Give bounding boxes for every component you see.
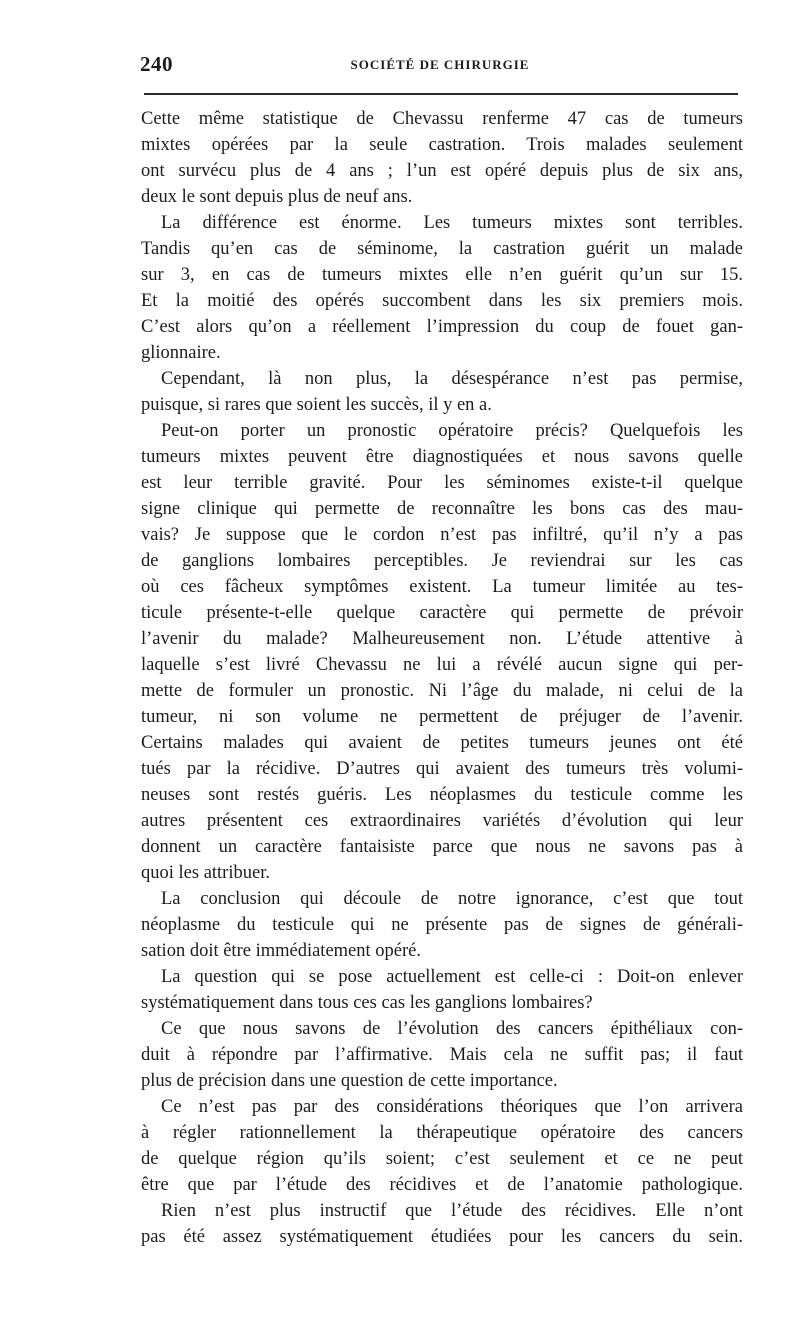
text-line: autres présentent ces extraordinaires variétés d’évolution qui leur	[141, 811, 743, 831]
text-line: mette de formuler un pronostic. Ni l’âge du malade, ni celui de la	[141, 681, 743, 701]
text-line: vais? Je suppose que le cordon n’est pas infiltré, qu’il n’y a pas	[141, 525, 743, 545]
text-line: pas été assez systématiquement étudiées pour les cancers du sein.	[141, 1227, 743, 1247]
text-line: être que par l’étude des récidives et de l’anatomie pathologique.	[141, 1175, 743, 1195]
text-line: systématiquement dans tous ces cas les ganglions lombaires?	[141, 993, 593, 1013]
text-line: Ce n’est pas par des considérations théoriques que l’on arrivera	[161, 1097, 743, 1117]
text-line: La différence est énorme. Les tumeurs mixtes sont terribles.	[161, 213, 743, 233]
text-line: ont survécu plus de 4 ans ; l’un est opéré depuis plus de six ans,	[141, 161, 743, 181]
text-line: Peut-on porter un pronostic opératoire précis? Quelquefois les	[161, 421, 743, 441]
text-line: Cette même statistique de Chevassu renferme 47 cas de tumeurs	[141, 109, 743, 129]
text-line: laquelle s’est livré Chevassu ne lui a révélé aucun signe qui per-	[141, 655, 743, 675]
text-line: l’avenir du malade? Malheureusement non. L’étude attentive à	[141, 629, 743, 649]
page-number: 240	[140, 52, 173, 76]
text-line: signe clinique qui permette de reconnaître les bons cas des mau-	[141, 499, 743, 519]
header-rule	[144, 93, 738, 95]
text-line: de ganglions lombaires perceptibles. Je reviendrai sur les cas	[141, 551, 743, 571]
text-line: Certains malades qui avaient de petites tumeurs jeunes ont été	[141, 733, 743, 753]
text-line: donnent un caractère fantaisiste parce que nous ne savons pas à	[141, 837, 743, 857]
text-line: Et la moitié des opérés succombent dans les six premiers mois.	[141, 291, 743, 311]
text-line: sation doit être immédiatement opéré.	[141, 941, 421, 961]
page-header	[140, 52, 740, 82]
text-line: plus de précision dans une question de cette importance.	[141, 1071, 558, 1091]
text-line: deux le sont depuis plus de neuf ans.	[141, 187, 413, 207]
text-line: Cependant, là non plus, la désespérance n’est pas permise,	[161, 369, 743, 389]
text-line: mixtes opérées par la seule castration. Trois malades seulement	[141, 135, 743, 155]
running-head: SOCIÉTÉ DE CHIRURGIE	[350, 57, 530, 72]
text-line: tués par la récidive. D’autres qui avaient des tumeurs très volumi-	[141, 759, 743, 779]
text-line: neuses sont restés guéris. Les néoplasmes du testicule comme les	[141, 785, 743, 805]
text-line: Rien n’est plus instructif que l’étude des récidives. Elle n’ont	[161, 1201, 743, 1221]
text-line: à régler rationnellement la thérapeutique opératoire des cancers	[141, 1123, 743, 1143]
text-line: de quelque région qu’ils soient; c’est seulement et ce ne peut	[141, 1149, 743, 1169]
text-line: est leur terrible gravité. Pour les séminomes existe-t-il quelque	[141, 473, 743, 493]
text-line: duit à répondre par l’affirmative. Mais cela ne suffit pas; il faut	[141, 1045, 743, 1065]
text-line: Tandis qu’en cas de séminome, la castration guérit un malade	[141, 239, 743, 259]
text-line: La conclusion qui découle de notre ignorance, c’est que tout	[161, 889, 743, 909]
text-line: puisque, si rares que soient les succès, il y en a.	[141, 395, 492, 415]
text-line: glionnaire.	[141, 343, 221, 363]
text-line: quoi les attribuer.	[141, 863, 270, 883]
text-line: La question qui se pose actuellement est celle-ci : Doit-on enlever	[161, 967, 743, 987]
text-line: sur 3, en cas de tumeurs mixtes elle n’en guérit qu’un sur 15.	[141, 265, 743, 285]
text-line: tumeur, ni son volume ne permettent de préjuger de l’avenir.	[141, 707, 743, 727]
text-line: C’est alors qu’on a réellement l’impression du coup de fouet gan-	[141, 317, 743, 337]
text-line: tumeurs mixtes peuvent être diagnostiquées et nous savons quelle	[141, 447, 743, 467]
text-line: où ces fâcheux symptômes existent. La tumeur limitée au tes-	[141, 577, 743, 597]
text-line: néoplasme du testicule qui ne présente pas de signes de générali-	[141, 915, 743, 935]
text-line: Ce que nous savons de l’évolution des cancers épithéliaux con-	[161, 1019, 743, 1039]
text-line: ticule présente-t-elle quelque caractère qui permette de prévoir	[141, 603, 743, 623]
